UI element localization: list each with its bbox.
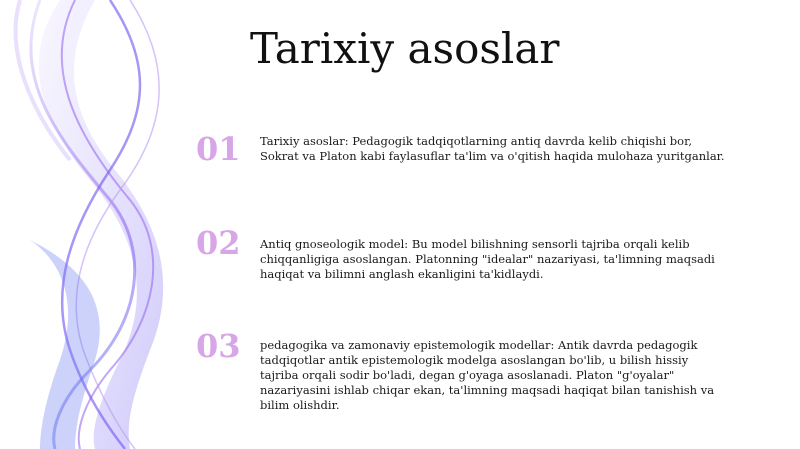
item-number-01: 01	[196, 130, 241, 168]
item-text-02: Antiq gnoseologik model: Bu model bilishning sensorli tajriba orqali kelib chiqqanligiga asoslangan. Platonning "idealar" nazariyasi, ta'limning maqsadi haqiqat va bilimni anglash ekanligini ta'kidlaydi.	[260, 237, 715, 281]
slide-title: Tarixiy asoslar	[250, 24, 560, 73]
decorative-ribbon	[0, 0, 200, 449]
item-number-02: 02	[196, 224, 241, 262]
item-number-03: 03	[196, 327, 241, 365]
item-text-03: pedagogika va zamonaviy epistemologik modellar: Antik davrda pedagogik tadqiqotlar antik epistemologik modelga asoslangan bo'lib, u bilish hissiy tajriba orqali sodir bo'ladi, degan g'oyaga asoslanadi. Platon "g'oyalar" nazariyasini ishlab chiqar ekan, ta'limning maqsadi haqiqat bilan tanishish va bilim olishdir.	[260, 338, 715, 412]
item-text-01: Tarixiy asoslar: Pedagogik tadqiqotlarning antiq davrda kelib chiqishi bor, Sokrat va Platon kabi faylasuflar ta'lim va o'qitish haqida mulohaza yuritganlar.	[260, 134, 725, 163]
